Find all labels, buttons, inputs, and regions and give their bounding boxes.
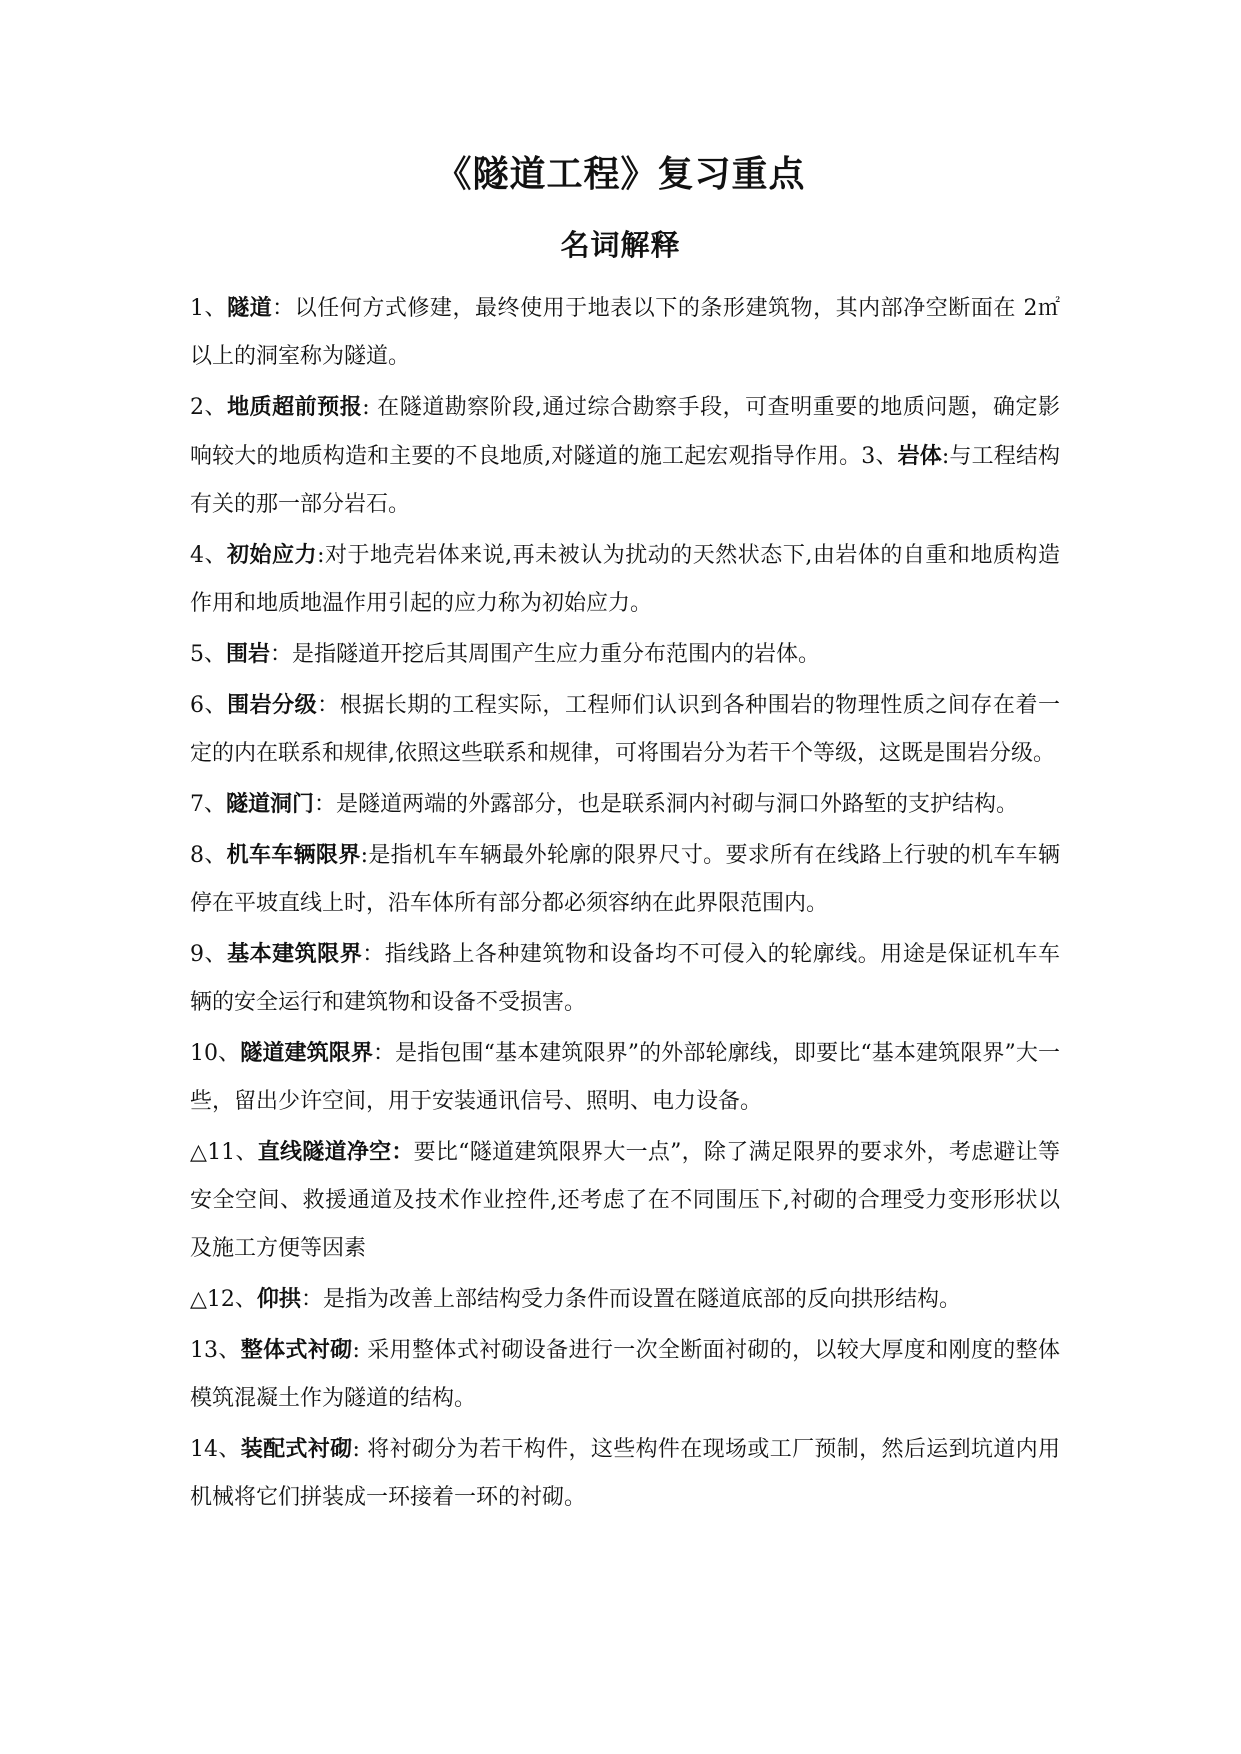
entry-separator: ： — [270, 642, 293, 667]
entry-term: 岩体 — [897, 443, 942, 469]
entry-term: 机车车辆限界 — [226, 842, 361, 868]
definition-entry — [190, 1326, 1060, 1423]
entry-number: 5、 — [190, 642, 226, 667]
entry-text: 采用整体式衬砌设备进行一次全断面衬砌的，以较大厚度和刚度的整体模筑混凝土作为隧道的结构。 — [190, 1338, 1060, 1411]
entry-number: 10、 — [190, 1041, 241, 1066]
entry-term: 隧道洞门 — [226, 791, 315, 817]
entry-term: 隧道 — [227, 295, 273, 321]
definition-entry — [190, 383, 1060, 529]
definition-entry — [190, 831, 1060, 928]
entry-separator: : — [352, 1338, 368, 1363]
entry-text: 是指隧道开挖后其周围产生应力重分布范围内的岩体。 — [292, 642, 821, 667]
entry-number: △11、 — [190, 1140, 258, 1165]
entry-separator: ： — [272, 296, 295, 321]
entry-number: 9、 — [190, 942, 228, 967]
entry-text: 是隧道两端的外露部分，也是联系洞内衬砌与洞口外路堑的支护结构。 — [336, 792, 1019, 817]
entry-text: 以任何方式修建，最终使用于地表以下的条形建筑物，其内部净空断面在 2㎡以上的洞室称为隧道。 — [190, 296, 1060, 369]
entry-separator: : — [360, 843, 368, 868]
entry-text: 是指包围“基本建筑限界”的外部轮廓线，即要比“基本建筑限界”大一些，留出少许空间，用于安装通讯信号、照明、电力设备。 — [190, 1041, 1060, 1114]
entry-separator: ： — [317, 693, 340, 718]
document-title: 《隧道工程》复习重点 — [435, 153, 806, 195]
entry-term: 隧道建筑限界 — [240, 1040, 373, 1066]
entry-number: △12、 — [190, 1287, 257, 1312]
entry-text: :与工程结构有关的那一部分岩石。 — [190, 444, 1060, 517]
entry-term: 围岩 — [226, 641, 271, 667]
entry-text: 要比“隧道建筑限界大一点”，除了满足限界的要求外，考虑避让等安全空间、救援通道及技术作业控件,还考虑了在不同围压下,衬砌的合理受力变形形状以及施工方便等因素 — [190, 1140, 1060, 1261]
entry-text: 指线路上各种建筑物和设备均不可侵入的轮廓线。用途是保证机车车辆的安全运行和建筑物和设备不受损害。 — [190, 942, 1060, 1015]
definition-entry — [190, 930, 1060, 1027]
entry-number: 7、 — [190, 792, 226, 817]
entry-text: 根据长期的工程实际，工程师们认识到各种围岩的物理性质之间存在着一定的内在联系和规律,依照这些联系和规律，可将围岩分为若干个等级，这既是围岩分级。 — [190, 693, 1060, 766]
entry-separator: : — [352, 1437, 368, 1462]
definition-entry — [190, 630, 1060, 679]
entry-text: 是指机车车辆最外轮廓的限界尺寸。要求所有在线路上行驶的机车车辆停在平坡直线上时，沿车体所有部分都必须容纳在此界限范围内。 — [190, 843, 1060, 916]
entry-number: 14、 — [190, 1437, 241, 1462]
entry-separator: : — [362, 395, 378, 420]
definition-entry — [190, 531, 1060, 628]
entry-number: 2、 — [190, 395, 228, 420]
entry-separator: ： — [300, 1287, 323, 1312]
entry-term: 初始应力 — [227, 542, 318, 568]
entry-term: 直线隧道净空： — [257, 1139, 414, 1165]
entry-term: 基本建筑限界 — [227, 941, 363, 967]
definitions-list — [190, 284, 1060, 1524]
entry-number: 8、 — [190, 843, 227, 868]
entry-term: 地质超前预报 — [227, 394, 363, 420]
definition-entry — [190, 1425, 1060, 1522]
entry-number: 13、 — [190, 1338, 241, 1363]
entry-separator: ： — [362, 942, 385, 967]
entry-number: 6、 — [190, 693, 228, 718]
entry-term: 仰拱 — [256, 1286, 301, 1312]
definition-entry — [190, 284, 1060, 381]
entry-term: 装配式衬砌 — [240, 1436, 353, 1462]
definition-entry — [190, 780, 1060, 829]
entry-separator: ： — [373, 1041, 396, 1066]
entry-term: 整体式衬砌 — [240, 1337, 353, 1363]
entry-separator: : — [317, 543, 325, 568]
entry-text: 在隧道勘察阶段,通过综合勘察手段，可查明重要的地质问题，确定影响较大的地质构造和主要的不良地质,对隧道的施工起宏观指导作用。3、 — [190, 395, 1060, 469]
entry-text: 对于地壳岩体来说,再未被认为扰动的天然状态下,由岩体的自重和地质构造作用和地质地温作用引起的应力称为初始应力。 — [190, 543, 1060, 616]
entry-text: 是指为改善上部结构受力条件而设置在隧道底部的反向拱形结构。 — [322, 1287, 961, 1312]
entry-separator: ： — [314, 792, 337, 817]
entry-term: 围岩分级 — [227, 692, 318, 718]
definition-entry — [190, 1029, 1060, 1126]
entry-number: 4、 — [190, 543, 228, 568]
definition-entry — [190, 681, 1060, 778]
definition-entry — [190, 1275, 1060, 1324]
definition-entry — [190, 1128, 1060, 1273]
entry-text: 将衬砌分为若干构件，这些构件在现场或工厂预制，然后运到坑道内用机械将它们拼装成一环接着一环的衬砌。 — [190, 1437, 1060, 1510]
section-heading: 名词解释 — [560, 228, 681, 262]
entry-number: 1、 — [190, 296, 228, 321]
